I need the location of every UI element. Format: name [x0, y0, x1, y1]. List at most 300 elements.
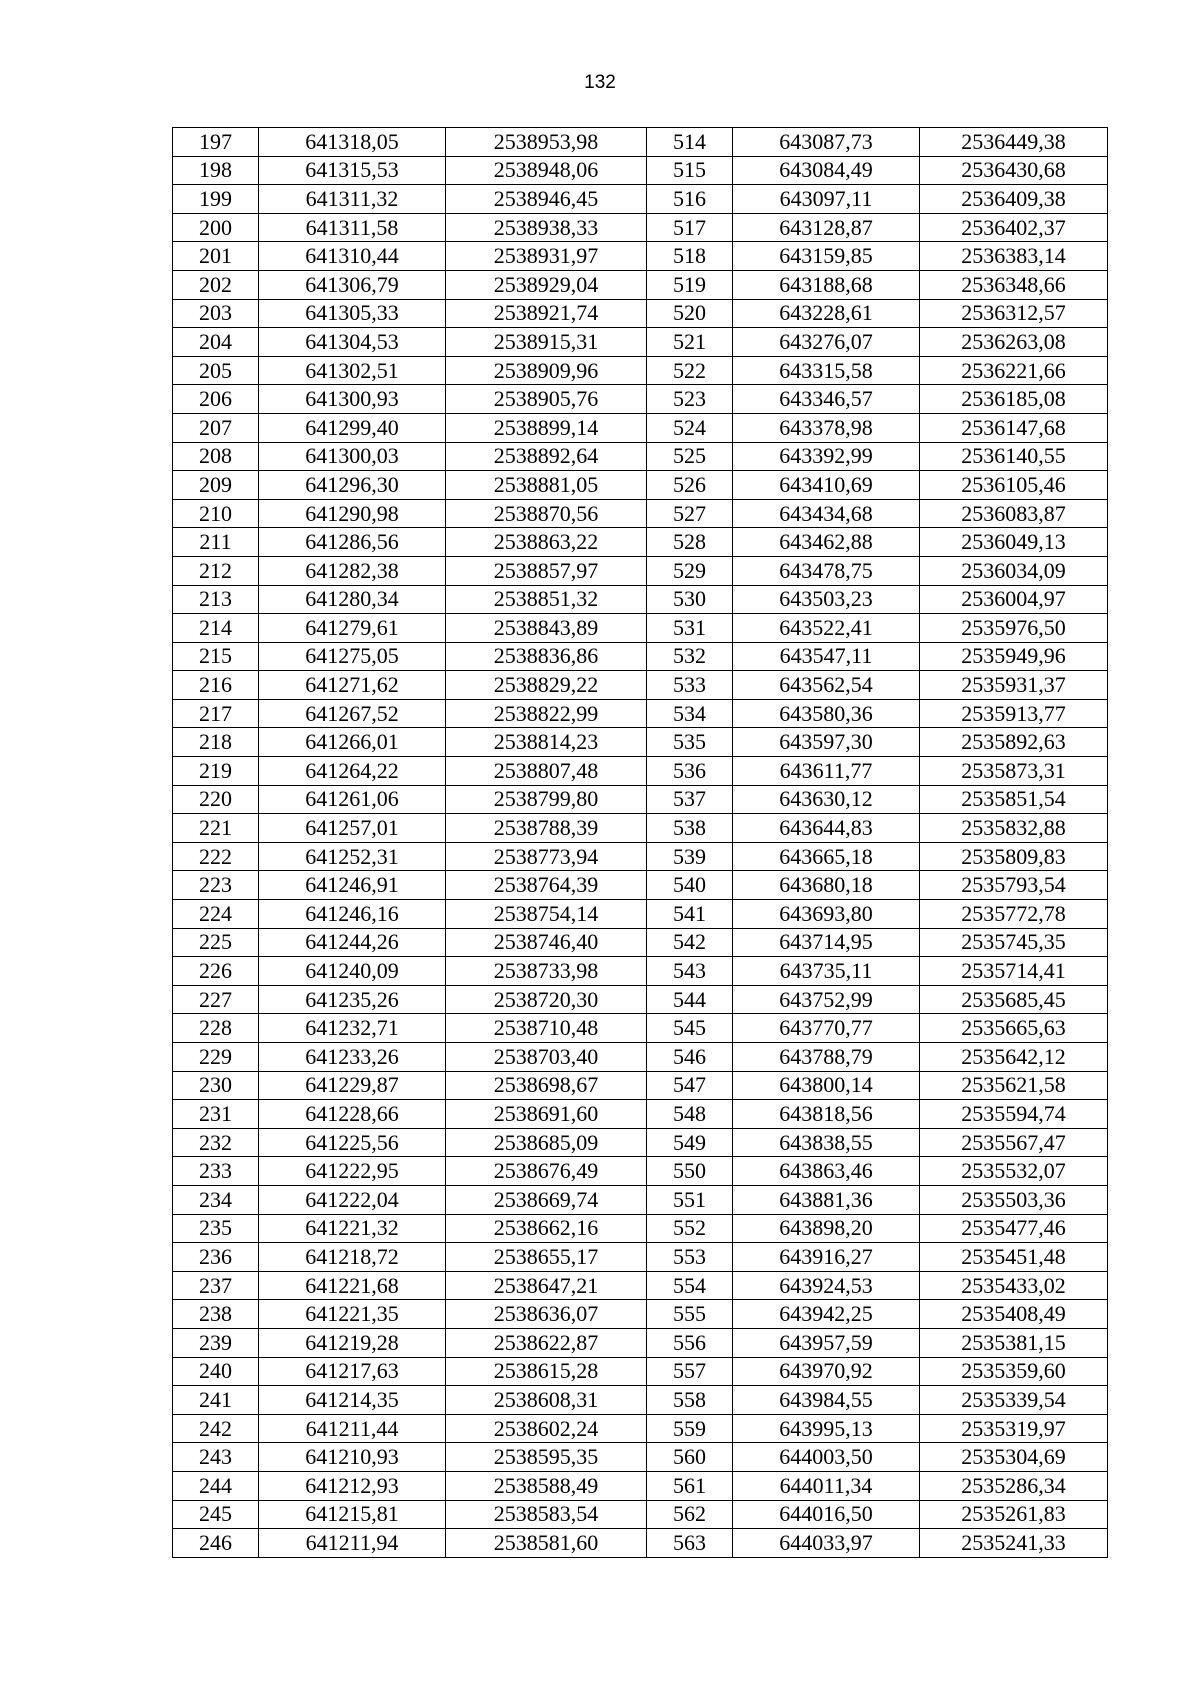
- point-number-cell: 227: [173, 985, 259, 1014]
- y-coordinate-cell: 2538608,31: [446, 1386, 647, 1415]
- x-coordinate-cell: 641267,52: [259, 699, 446, 728]
- x-coordinate-cell: 643818,56: [733, 1100, 920, 1129]
- x-coordinate-cell: 641210,93: [259, 1443, 446, 1472]
- y-coordinate-cell: 2535873,31: [920, 757, 1108, 786]
- x-coordinate-cell: 641290,98: [259, 499, 446, 528]
- x-coordinate-cell: 643863,46: [733, 1157, 920, 1186]
- table-row: [173, 928, 1108, 957]
- y-coordinate-cell: 2535503,36: [920, 1185, 1108, 1214]
- x-coordinate-cell: 641296,30: [259, 471, 446, 500]
- point-number-cell: 528: [647, 528, 733, 557]
- y-coordinate-cell: 2538857,97: [446, 556, 647, 585]
- x-coordinate-cell: 641300,93: [259, 385, 446, 414]
- point-number-cell: 208: [173, 442, 259, 471]
- y-coordinate-cell: 2538870,56: [446, 499, 647, 528]
- y-coordinate-cell: 2536430,68: [920, 156, 1108, 185]
- x-coordinate-cell: 641279,61: [259, 614, 446, 643]
- point-number-cell: 218: [173, 728, 259, 757]
- table-row: [173, 385, 1108, 414]
- y-coordinate-cell: 2536383,14: [920, 242, 1108, 271]
- y-coordinate-cell: 2536004,97: [920, 585, 1108, 614]
- y-coordinate-cell: 2536034,09: [920, 556, 1108, 585]
- y-coordinate-cell: 2538799,80: [446, 785, 647, 814]
- point-number-cell: 203: [173, 299, 259, 328]
- table-row: [173, 185, 1108, 214]
- x-coordinate-cell: 643315,58: [733, 356, 920, 385]
- table-row: [173, 757, 1108, 786]
- point-number-cell: 242: [173, 1414, 259, 1443]
- x-coordinate-cell: 641244,26: [259, 928, 446, 957]
- point-number-cell: 558: [647, 1386, 733, 1415]
- point-number-cell: 540: [647, 871, 733, 900]
- table-row: [173, 1386, 1108, 1415]
- y-coordinate-cell: 2535665,63: [920, 1014, 1108, 1043]
- table-row: [173, 1100, 1108, 1129]
- y-coordinate-cell: 2536263,08: [920, 328, 1108, 357]
- x-coordinate-cell: 643410,69: [733, 471, 920, 500]
- y-coordinate-cell: 2535532,07: [920, 1157, 1108, 1186]
- point-number-cell: 244: [173, 1471, 259, 1500]
- y-coordinate-cell: 2535642,12: [920, 1043, 1108, 1072]
- y-coordinate-cell: 2536348,66: [920, 270, 1108, 299]
- point-number-cell: 207: [173, 413, 259, 442]
- point-number-cell: 200: [173, 213, 259, 242]
- x-coordinate-cell: 643580,36: [733, 699, 920, 728]
- point-number-cell: 217: [173, 699, 259, 728]
- point-number-cell: 557: [647, 1357, 733, 1386]
- x-coordinate-cell: 641311,32: [259, 185, 446, 214]
- y-coordinate-cell: 2538929,04: [446, 270, 647, 299]
- x-coordinate-cell: 643522,41: [733, 614, 920, 643]
- table-row: [173, 1328, 1108, 1357]
- table-row: [173, 1271, 1108, 1300]
- point-number-cell: 548: [647, 1100, 733, 1129]
- y-coordinate-cell: 2535793,54: [920, 871, 1108, 900]
- y-coordinate-cell: 2538915,31: [446, 328, 647, 357]
- x-coordinate-cell: 643478,75: [733, 556, 920, 585]
- x-coordinate-cell: 643597,30: [733, 728, 920, 757]
- y-coordinate-cell: 2538647,21: [446, 1271, 647, 1300]
- table-row: [173, 1243, 1108, 1272]
- point-number-cell: 529: [647, 556, 733, 585]
- x-coordinate-cell: 641252,31: [259, 842, 446, 871]
- table-row: [173, 1014, 1108, 1043]
- x-coordinate-cell: 643995,13: [733, 1414, 920, 1443]
- table-row: [173, 128, 1108, 157]
- point-number-cell: 226: [173, 957, 259, 986]
- point-number-cell: 535: [647, 728, 733, 757]
- point-number-cell: 552: [647, 1214, 733, 1243]
- point-number-cell: 519: [647, 270, 733, 299]
- y-coordinate-cell: 2535851,54: [920, 785, 1108, 814]
- point-number-cell: 230: [173, 1071, 259, 1100]
- x-coordinate-cell: 643392,99: [733, 442, 920, 471]
- y-coordinate-cell: 2535772,78: [920, 900, 1108, 929]
- x-coordinate-cell: 643547,11: [733, 642, 920, 671]
- y-coordinate-cell: 2538843,89: [446, 614, 647, 643]
- table-row: [173, 1128, 1108, 1157]
- x-coordinate-cell: 641282,38: [259, 556, 446, 585]
- y-coordinate-cell: 2538892,64: [446, 442, 647, 471]
- y-coordinate-cell: 2535809,83: [920, 842, 1108, 871]
- y-coordinate-cell: 2535319,97: [920, 1414, 1108, 1443]
- x-coordinate-cell: 641311,58: [259, 213, 446, 242]
- y-coordinate-cell: 2538583,54: [446, 1500, 647, 1529]
- point-number-cell: 544: [647, 985, 733, 1014]
- y-coordinate-cell: 2538581,60: [446, 1529, 647, 1558]
- x-coordinate-cell: 641299,40: [259, 413, 446, 442]
- y-coordinate-cell: 2538822,99: [446, 699, 647, 728]
- point-number-cell: 555: [647, 1300, 733, 1329]
- table-row: [173, 471, 1108, 500]
- point-number-cell: 229: [173, 1043, 259, 1072]
- table-row: [173, 957, 1108, 986]
- x-coordinate-cell: 643084,49: [733, 156, 920, 185]
- point-number-cell: 241: [173, 1386, 259, 1415]
- y-coordinate-cell: 2536083,87: [920, 499, 1108, 528]
- point-number-cell: 223: [173, 871, 259, 900]
- table-row: [173, 1043, 1108, 1072]
- x-coordinate-cell: 641318,05: [259, 128, 446, 157]
- y-coordinate-cell: 2538788,39: [446, 814, 647, 843]
- table-row: [173, 642, 1108, 671]
- y-coordinate-cell: 2538905,76: [446, 385, 647, 414]
- x-coordinate-cell: 643665,18: [733, 842, 920, 871]
- x-coordinate-cell: 643228,61: [733, 299, 920, 328]
- table-row: [173, 1414, 1108, 1443]
- point-number-cell: 233: [173, 1157, 259, 1186]
- y-coordinate-cell: 2535976,50: [920, 614, 1108, 643]
- x-coordinate-cell: 643562,54: [733, 671, 920, 700]
- x-coordinate-cell: 641240,09: [259, 957, 446, 986]
- y-coordinate-cell: 2536409,38: [920, 185, 1108, 214]
- table-row: [173, 413, 1108, 442]
- coordinates-table: [172, 127, 1108, 1558]
- point-number-cell: 550: [647, 1157, 733, 1186]
- point-number-cell: 224: [173, 900, 259, 929]
- point-number-cell: 214: [173, 614, 259, 643]
- point-number-cell: 234: [173, 1185, 259, 1214]
- x-coordinate-cell: 643924,53: [733, 1271, 920, 1300]
- table-row: [173, 213, 1108, 242]
- y-coordinate-cell: 2535745,35: [920, 928, 1108, 957]
- point-number-cell: 240: [173, 1357, 259, 1386]
- point-number-cell: 213: [173, 585, 259, 614]
- point-number-cell: 543: [647, 957, 733, 986]
- y-coordinate-cell: 2538703,40: [446, 1043, 647, 1072]
- x-coordinate-cell: 643970,92: [733, 1357, 920, 1386]
- y-coordinate-cell: 2538655,17: [446, 1243, 647, 1272]
- table-row: [173, 156, 1108, 185]
- x-coordinate-cell: 643693,80: [733, 900, 920, 929]
- point-number-cell: 547: [647, 1071, 733, 1100]
- x-coordinate-cell: 641222,95: [259, 1157, 446, 1186]
- y-coordinate-cell: 2538953,98: [446, 128, 647, 157]
- point-number-cell: 222: [173, 842, 259, 871]
- point-number-cell: 514: [647, 128, 733, 157]
- x-coordinate-cell: 643838,55: [733, 1128, 920, 1157]
- point-number-cell: 553: [647, 1243, 733, 1272]
- table-row: [173, 671, 1108, 700]
- table-row: [173, 442, 1108, 471]
- x-coordinate-cell: 643346,57: [733, 385, 920, 414]
- y-coordinate-cell: 2538764,39: [446, 871, 647, 900]
- y-coordinate-cell: 2538836,86: [446, 642, 647, 671]
- x-coordinate-cell: 641221,68: [259, 1271, 446, 1300]
- point-number-cell: 198: [173, 156, 259, 185]
- y-coordinate-cell: 2538754,14: [446, 900, 647, 929]
- point-number-cell: 551: [647, 1185, 733, 1214]
- x-coordinate-cell: 641218,72: [259, 1243, 446, 1272]
- point-number-cell: 517: [647, 213, 733, 242]
- point-number-cell: 522: [647, 356, 733, 385]
- x-coordinate-cell: 643680,18: [733, 871, 920, 900]
- point-number-cell: 537: [647, 785, 733, 814]
- y-coordinate-cell: 2538733,98: [446, 957, 647, 986]
- x-coordinate-cell: 643714,95: [733, 928, 920, 957]
- table-row: [173, 614, 1108, 643]
- table-row: [173, 699, 1108, 728]
- point-number-cell: 231: [173, 1100, 259, 1129]
- table-row: [173, 814, 1108, 843]
- point-number-cell: 539: [647, 842, 733, 871]
- x-coordinate-cell: 641246,91: [259, 871, 446, 900]
- x-coordinate-cell: 641302,51: [259, 356, 446, 385]
- x-coordinate-cell: 643916,27: [733, 1243, 920, 1272]
- y-coordinate-cell: 2536049,13: [920, 528, 1108, 557]
- point-number-cell: 563: [647, 1529, 733, 1558]
- y-coordinate-cell: 2535261,83: [920, 1500, 1108, 1529]
- point-number-cell: 546: [647, 1043, 733, 1072]
- point-number-cell: 202: [173, 270, 259, 299]
- table-row: [173, 1157, 1108, 1186]
- y-coordinate-cell: 2538636,07: [446, 1300, 647, 1329]
- y-coordinate-cell: 2538807,48: [446, 757, 647, 786]
- y-coordinate-cell: 2535594,74: [920, 1100, 1108, 1129]
- y-coordinate-cell: 2535892,63: [920, 728, 1108, 757]
- point-number-cell: 212: [173, 556, 259, 585]
- y-coordinate-cell: 2538622,87: [446, 1328, 647, 1357]
- x-coordinate-cell: 641280,34: [259, 585, 446, 614]
- x-coordinate-cell: 641228,66: [259, 1100, 446, 1129]
- table-row: [173, 785, 1108, 814]
- x-coordinate-cell: 643898,20: [733, 1214, 920, 1243]
- table-row: [173, 1443, 1108, 1472]
- y-coordinate-cell: 2535949,96: [920, 642, 1108, 671]
- point-number-cell: 245: [173, 1500, 259, 1529]
- x-coordinate-cell: 643462,88: [733, 528, 920, 557]
- y-coordinate-cell: 2538946,45: [446, 185, 647, 214]
- x-coordinate-cell: 643434,68: [733, 499, 920, 528]
- point-number-cell: 525: [647, 442, 733, 471]
- point-number-cell: 243: [173, 1443, 259, 1472]
- x-coordinate-cell: 641300,03: [259, 442, 446, 471]
- point-number-cell: 523: [647, 385, 733, 414]
- point-number-cell: 542: [647, 928, 733, 957]
- y-coordinate-cell: 2538710,48: [446, 1014, 647, 1043]
- x-coordinate-cell: 643984,55: [733, 1386, 920, 1415]
- y-coordinate-cell: 2538746,40: [446, 928, 647, 957]
- y-coordinate-cell: 2535241,33: [920, 1529, 1108, 1558]
- table-row: [173, 1529, 1108, 1558]
- y-coordinate-cell: 2535339,54: [920, 1386, 1108, 1415]
- x-coordinate-cell: 643276,07: [733, 328, 920, 357]
- table-row: [173, 585, 1108, 614]
- y-coordinate-cell: 2535451,48: [920, 1243, 1108, 1272]
- point-number-cell: 219: [173, 757, 259, 786]
- x-coordinate-cell: 641211,94: [259, 1529, 446, 1558]
- page-number: 132: [584, 72, 616, 93]
- x-coordinate-cell: 641310,44: [259, 242, 446, 271]
- point-number-cell: 554: [647, 1271, 733, 1300]
- point-number-cell: 556: [647, 1328, 733, 1357]
- point-number-cell: 225: [173, 928, 259, 957]
- x-coordinate-cell: 643128,87: [733, 213, 920, 242]
- point-number-cell: 536: [647, 757, 733, 786]
- point-number-cell: 205: [173, 356, 259, 385]
- x-coordinate-cell: 643159,85: [733, 242, 920, 271]
- point-number-cell: 545: [647, 1014, 733, 1043]
- table-row: [173, 556, 1108, 585]
- x-coordinate-cell: 641261,06: [259, 785, 446, 814]
- table-row: [173, 1185, 1108, 1214]
- y-coordinate-cell: 2535304,69: [920, 1443, 1108, 1472]
- x-coordinate-cell: 641229,87: [259, 1071, 446, 1100]
- y-coordinate-cell: 2536140,55: [920, 442, 1108, 471]
- x-coordinate-cell: 641286,56: [259, 528, 446, 557]
- table-row: [173, 871, 1108, 900]
- y-coordinate-cell: 2538685,09: [446, 1128, 647, 1157]
- x-coordinate-cell: 641215,81: [259, 1500, 446, 1529]
- point-number-cell: 559: [647, 1414, 733, 1443]
- point-number-cell: 531: [647, 614, 733, 643]
- y-coordinate-cell: 2538829,22: [446, 671, 647, 700]
- y-coordinate-cell: 2538948,06: [446, 156, 647, 185]
- table-row: [173, 1471, 1108, 1500]
- point-number-cell: 521: [647, 328, 733, 357]
- point-number-cell: 516: [647, 185, 733, 214]
- x-coordinate-cell: 641219,28: [259, 1328, 446, 1357]
- y-coordinate-cell: 2538814,23: [446, 728, 647, 757]
- y-coordinate-cell: 2535359,60: [920, 1357, 1108, 1386]
- table-row: [173, 299, 1108, 328]
- point-number-cell: 560: [647, 1443, 733, 1472]
- y-coordinate-cell: 2538921,74: [446, 299, 647, 328]
- x-coordinate-cell: 641304,53: [259, 328, 446, 357]
- x-coordinate-cell: 641315,53: [259, 156, 446, 185]
- y-coordinate-cell: 2536105,46: [920, 471, 1108, 500]
- x-coordinate-cell: 641217,63: [259, 1357, 446, 1386]
- x-coordinate-cell: 643611,77: [733, 757, 920, 786]
- y-coordinate-cell: 2535913,77: [920, 699, 1108, 728]
- point-number-cell: 239: [173, 1328, 259, 1357]
- y-coordinate-cell: 2536185,08: [920, 385, 1108, 414]
- y-coordinate-cell: 2538588,49: [446, 1471, 647, 1500]
- x-coordinate-cell: 641275,05: [259, 642, 446, 671]
- x-coordinate-cell: 643752,99: [733, 985, 920, 1014]
- table-row: [173, 1300, 1108, 1329]
- table-row: [173, 1071, 1108, 1100]
- point-number-cell: 206: [173, 385, 259, 414]
- y-coordinate-cell: 2535408,49: [920, 1300, 1108, 1329]
- y-coordinate-cell: 2536449,38: [920, 128, 1108, 157]
- x-coordinate-cell: 641233,26: [259, 1043, 446, 1072]
- y-coordinate-cell: 2538938,33: [446, 213, 647, 242]
- x-coordinate-cell: 643881,36: [733, 1185, 920, 1214]
- y-coordinate-cell: 2535714,41: [920, 957, 1108, 986]
- table-row: [173, 528, 1108, 557]
- y-coordinate-cell: 2538899,14: [446, 413, 647, 442]
- point-number-cell: 562: [647, 1500, 733, 1529]
- x-coordinate-cell: 643788,79: [733, 1043, 920, 1072]
- x-coordinate-cell: 641214,35: [259, 1386, 446, 1415]
- table-row: [173, 1214, 1108, 1243]
- point-number-cell: 236: [173, 1243, 259, 1272]
- x-coordinate-cell: 641305,33: [259, 299, 446, 328]
- point-number-cell: 197: [173, 128, 259, 157]
- y-coordinate-cell: 2536312,57: [920, 299, 1108, 328]
- y-coordinate-cell: 2538881,05: [446, 471, 647, 500]
- point-number-cell: 533: [647, 671, 733, 700]
- y-coordinate-cell: 2538676,49: [446, 1157, 647, 1186]
- point-number-cell: 210: [173, 499, 259, 528]
- point-number-cell: 211: [173, 528, 259, 557]
- point-number-cell: 527: [647, 499, 733, 528]
- point-number-cell: 518: [647, 242, 733, 271]
- x-coordinate-cell: 643188,68: [733, 270, 920, 299]
- x-coordinate-cell: 643630,12: [733, 785, 920, 814]
- x-coordinate-cell: 641221,35: [259, 1300, 446, 1329]
- point-number-cell: 221: [173, 814, 259, 843]
- y-coordinate-cell: 2535685,45: [920, 985, 1108, 1014]
- x-coordinate-cell: 644016,50: [733, 1500, 920, 1529]
- x-coordinate-cell: 643735,11: [733, 957, 920, 986]
- table-row: [173, 900, 1108, 929]
- y-coordinate-cell: 2535286,34: [920, 1471, 1108, 1500]
- x-coordinate-cell: 643942,25: [733, 1300, 920, 1329]
- y-coordinate-cell: 2538662,16: [446, 1214, 647, 1243]
- x-coordinate-cell: 643503,23: [733, 585, 920, 614]
- point-number-cell: 209: [173, 471, 259, 500]
- x-coordinate-cell: 644011,34: [733, 1471, 920, 1500]
- point-number-cell: 215: [173, 642, 259, 671]
- y-coordinate-cell: 2538691,60: [446, 1100, 647, 1129]
- y-coordinate-cell: 2538863,22: [446, 528, 647, 557]
- x-coordinate-cell: 641257,01: [259, 814, 446, 843]
- y-coordinate-cell: 2536402,37: [920, 213, 1108, 242]
- x-coordinate-cell: 641221,32: [259, 1214, 446, 1243]
- point-number-cell: 561: [647, 1471, 733, 1500]
- y-coordinate-cell: 2538720,30: [446, 985, 647, 1014]
- point-number-cell: 526: [647, 471, 733, 500]
- x-coordinate-cell: 641235,26: [259, 985, 446, 1014]
- point-number-cell: 199: [173, 185, 259, 214]
- y-coordinate-cell: 2535477,46: [920, 1214, 1108, 1243]
- point-number-cell: 515: [647, 156, 733, 185]
- x-coordinate-cell: 641212,93: [259, 1471, 446, 1500]
- point-number-cell: 204: [173, 328, 259, 357]
- x-coordinate-cell: 643800,14: [733, 1071, 920, 1100]
- y-coordinate-cell: 2535621,58: [920, 1071, 1108, 1100]
- point-number-cell: 220: [173, 785, 259, 814]
- table-row: [173, 728, 1108, 757]
- table-row: [173, 985, 1108, 1014]
- x-coordinate-cell: 643087,73: [733, 128, 920, 157]
- y-coordinate-cell: 2536221,66: [920, 356, 1108, 385]
- point-number-cell: 216: [173, 671, 259, 700]
- y-coordinate-cell: 2538909,96: [446, 356, 647, 385]
- y-coordinate-cell: 2536147,68: [920, 413, 1108, 442]
